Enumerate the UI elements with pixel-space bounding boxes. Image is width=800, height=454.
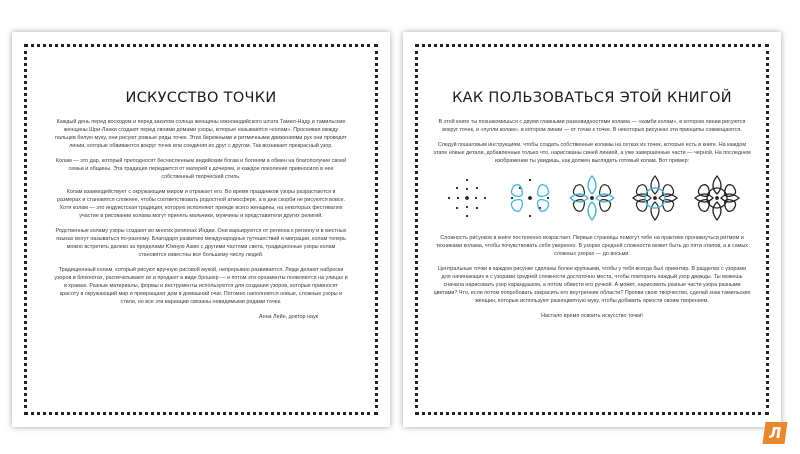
left-content [54, 90, 348, 328]
right-content [433, 90, 751, 327]
kolam-step-4-illustration [629, 172, 681, 224]
right-paragraph: Сложность рисунков в книге постепенно возрастает. Первые страницы помогут тебе на практике проникнуться ритмом и техниками колама, чтобы почувствовать себя уверенно. В узорах средней сложности может быть до пяти этапов, а в самых сложных узорах — до восьми. [435, 235, 748, 257]
kolam-step-5-illustration [691, 172, 743, 224]
publisher-logo-badge: Л [762, 422, 787, 444]
right-paragraph: В этой книге ты познакомишься с двумя главными разновидностями колама — «камби колам», в котором линии рисуются вокруг точек, и «пулли колам», в котором линии — от точки к точке. В некоторых рисунках эти принципы совмещаются. [438, 119, 746, 133]
left-paragraph: Родственные коламу узоры создают во многих регионах Индии. Они варьируются от региона к региону и в местных языках могут называться по-разному. Благодаря развитию международных путешествий и миграции, колам теперь можно встретить далеко за пределами Южную Азию с другими частями света, традиционные узоры колам становятся известны все большему числу людей. [55, 228, 347, 258]
left-paragraph: Колам — это дар, который преподносят бесчисленным индийским богам и богиням в обмен на благополучие своей семьи и общины. Эта традиция передается от матерей к дочерям, и каждое поколение привносило в нее собственный творческий стиль. [55, 158, 347, 180]
kolam-step-2-illustration [504, 172, 556, 224]
left-paragraph: Традиционный колам, который рисуют вручную рисовой мукой, непрерывно развивается. Люди делают наброски узоров в блокнотах, распечатывают их и продают в виде брошюр — и потом эти орнаменты появляются на улицах и в храмах. Разные материалы, формы и инструменты используются для создания узоров, которые привносят красоту в окружающий мир и превращают дом в домашний очаг. Потомно наполняется новые, сложные узоры и стили, но все эти вариации связаны невидимыми рядами точек. [54, 267, 348, 305]
left-paragraph: Колам взаимодействует с окружающим миром и отражает его. Во время праздников узоры разрастаются в размерах и становятся сложнее, чтобы соответствовать родостной атмосфере, а в дни скорби не рисуются вовсе. Хотя колам — это индуистская традиция, которую исполняют прежде всего женщины, на некоторых фестивалях участие в рисовании колама могут принять мальчики, мужчины и представители других религий. [57, 189, 345, 219]
signature: Анна Лейн, доктор наук [259, 314, 318, 320]
right-page [403, 32, 781, 427]
right-page-title: КАК ПОЛЬЗОВАТЬСЯ ЭТОЙ КНИГОЙ [452, 90, 732, 106]
left-page-title: ИСКУССТВО ТОЧКИ [125, 90, 277, 106]
kolam-example-steps [441, 172, 743, 224]
right-paragraph: Настало время освоить искусство точки! [541, 313, 643, 319]
kolam-step-3-illustration [566, 172, 618, 224]
right-paragraph: Центральные точки в каждом рисунке сделаны более крупными, чтобы у тебя всегда был ориентир. В разделах с узорами для начинающих и с узорами средней сложности достаточно места, чтобы повторить каждый узор дважды. Ты можешь сначала нарисовать узор карандашом, а потом обвести его ручкой. А может, нарисовать разные части узора разными цветами? Что, если потом попробовать закрасить его внутренние области? Прояви свою творчество, сделай знак тамильских женщин, которые используют разноцветную муку, чтобы добавить яркости своим творениям. [433, 266, 751, 304]
left-page [12, 32, 390, 427]
right-paragraph: Следуй пошаговым инструкциям, чтобы создать собственные коламы на сетках из точек, которые есть в книге. На каждом этапе новые детали, добавленные только что, нарисованы синей линией, а уже завершенные части — черной. На последнем изображении ты увидишь, как должен выглядеть готовый колам. Вот пример: [433, 142, 751, 164]
kolam-step-1-illustration [441, 172, 493, 224]
left-paragraph: Каждый день перед восходом и перед закатом солнца женщины южноиндийского штата Тамил-Наду и тамильские женщины Шри-Ланки создают перед своими домами узоры, которые называются «колам». Просеивая между пальцев белую муку, они рисуют ровные ряды точек. Этих бережными и ритмичными движениями рук они проводят линии, которые обвиваются вокруг точек или соединяя их друг с другом. Так возникает прекрасный узор. [55, 119, 347, 149]
